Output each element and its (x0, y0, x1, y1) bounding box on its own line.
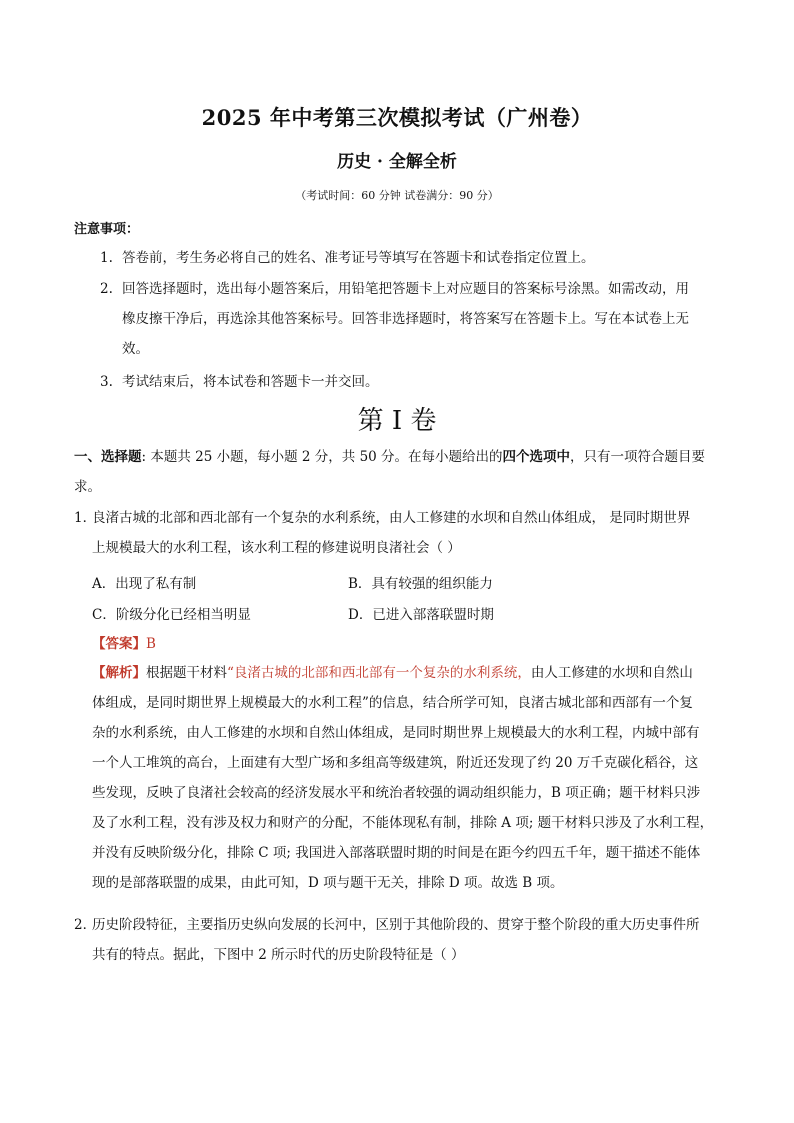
section-instructions (74, 442, 730, 502)
notice-item (100, 243, 726, 273)
question-number: 1． (74, 510, 97, 526)
analysis-quote: “良渚古城的北部和西北部有一个复杂的水利系统， (227, 665, 531, 681)
analysis-label: 【解析】 (92, 665, 146, 681)
notice-item-text: 橡皮擦干净后，再选涂其他答案标号。回答非选择题时，将答案写在答题卡上。写在本试卷上无 (122, 311, 689, 327)
answer-label: 【答案】 (92, 636, 146, 652)
notice-item-text: 答卷前，考生务必将自己的姓名、准考证号等填写在答题卡和试卷指定位置上。 (122, 250, 595, 266)
option-b: B．具有较强的组织能力 (348, 576, 493, 592)
analysis-text: 并没有反映阶级分化，排除 C 项; 我国进入部落联盟时期的时间是在距今约四五千年，题干描述不能体 (92, 845, 701, 861)
notice-item (100, 367, 726, 397)
notice-item-text: 回答选择题时，选出每小题答案后，用铅笔把答题卡上对应题目的答案标号涂黑。如需改动，用 (122, 281, 689, 297)
exam-timing: （考试时间：60 分钟 试卷满分：90 分） (295, 189, 499, 202)
option-c: C．阶级分化已经相当明显 (92, 607, 251, 623)
answer-line (92, 632, 156, 652)
notice-item-text: 考试结束后，将本试卷和答题卡一并交回。 (122, 374, 379, 390)
analysis-text: 杂的水利系统，由人工修建的水坝和自然山体组成，是同时期世界上规模最大的水利工程，内城中部有 (92, 725, 700, 741)
notice-item-number: 1. (100, 250, 113, 266)
question-stem: 上规模最大的水利工程，该水利工程的修建说明良渚社会（ ） (92, 540, 461, 556)
analysis-text: 现的是部落联盟的成果，由此可知，D 项与题干无关，排除 D 项。故选 B 项。 (92, 875, 564, 891)
question-stem: 历史阶段特征，主要指历史纵向发展的长河中，区别于其他阶段的、贯穿于整个阶段的重大历史事件所 (92, 917, 700, 933)
section-heading: 一、选择题 (74, 449, 142, 465)
section-text: ，只有一项符合题目要 (570, 449, 706, 465)
analysis-block (92, 658, 732, 898)
notice-title: 注意事项： (74, 222, 140, 237)
volume-title: 第 I 卷 (357, 406, 437, 436)
section-text: 求。 (74, 479, 101, 495)
question-number: 2． (74, 917, 97, 933)
notice-item (100, 274, 726, 364)
exam-subtitle: 历史 · 全解全析 (337, 152, 457, 172)
question-stem: 共有的特点。据此，下图中 2 所示时代的历史阶段特征是（ ） (92, 947, 465, 963)
question-2 (74, 910, 730, 970)
answer-value: B (146, 636, 156, 652)
exam-title: 2025 年中考第三次模拟考试（广州卷） (201, 105, 593, 130)
analysis-text: 由人工修建的水坝和自然山 (530, 665, 693, 681)
analysis-text: 根据题干材料 (146, 665, 227, 681)
question-stem: 良渚古城的北部和西北部有一个复杂的水利系统，由人工修建的水坝和自然山体组成， 是同时期世界 (92, 510, 691, 526)
section-emphasis: 四个选项中 (502, 449, 571, 465)
analysis-text: 些发现，反映了良渚社会较高的经济发展水平和统治者较强的调动组织能力，B 项正确；题干材料只涉 (92, 785, 701, 801)
notice-item-number: 3. (100, 374, 113, 390)
analysis-text: 及了水利工程，没有涉及权力和财产的分配，不能体现私有制，排除 A 项; 题干材料只涉及了水利工程， (92, 815, 714, 831)
question-1 (74, 503, 730, 563)
section-text: : 本题共 25 小题，每小题 2 分，共 50 分。在每小题给出的 (141, 449, 503, 465)
option-a: A．出现了私有制 (92, 576, 197, 592)
option-d: D．已进入部落联盟时期 (348, 607, 494, 623)
notice-item-text: 效。 (122, 341, 149, 357)
analysis-text: 体组成，是同时期世界上规模最大的水利工程”的信息，结合所学可知，良渚古城北部和西部有一个复 (92, 695, 693, 711)
analysis-text: 一个人工堆筑的高台，上面建有大型广场和多组高等级建筑，附近还发现了约 20 万千克碳化稻谷，这 (92, 755, 699, 771)
notice-item-number: 2. (100, 281, 113, 297)
